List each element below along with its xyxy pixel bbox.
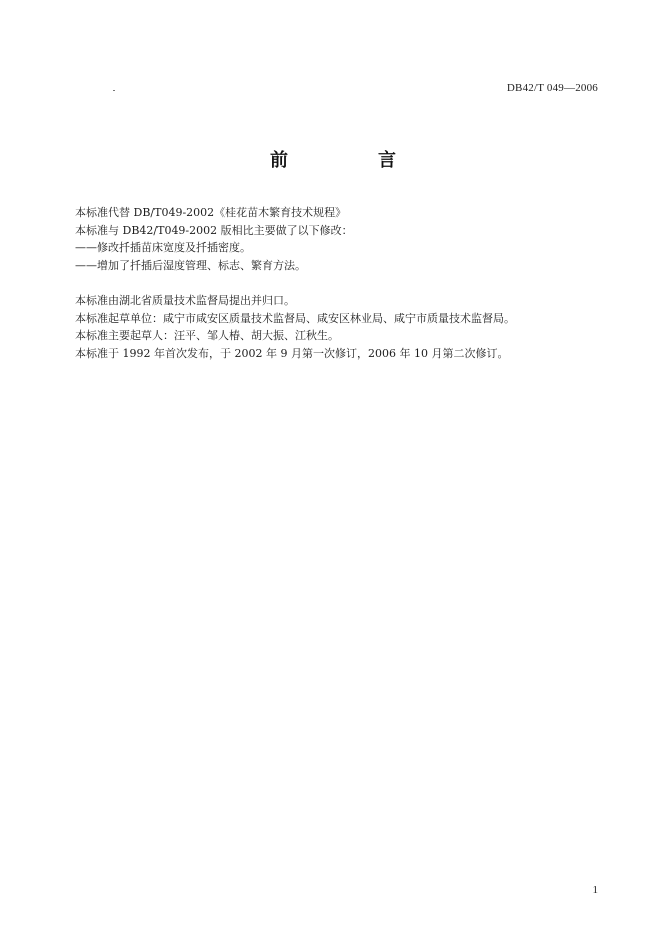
text-line: 本标准由湖北省质量技术监督局提出并归口。	[75, 294, 295, 307]
page-number: 1	[592, 884, 598, 896]
scan-speck	[113, 90, 115, 91]
revision-summary	[75, 204, 595, 274]
page-title: 前 言	[270, 150, 432, 171]
drafting-info	[75, 292, 595, 362]
text-line: ——增加了扦插后湿度管理、标志、繁育方法。	[75, 258, 306, 272]
text-line: ——修改扦插苗床宽度及扦插密度。	[75, 241, 251, 254]
text-line: 本标准主要起草人：汪平、邹人椿、胡大振、江秋生。	[75, 329, 339, 342]
text-line: 本标准与 DB42/T049-2002 版相比主要做了以下修改：	[75, 223, 353, 237]
text-line: 本标准于 1992 年首次发布，于 2002 年 9 月第一次修订，2006 年 10 月第二次修订。	[75, 346, 509, 360]
text-line: 本标准起草单位：咸宁市咸安区质量技术监督局、咸安区林业局、咸宁市质量技术监督局。	[75, 311, 515, 325]
standard-code-header: DB42/T 049—2006	[506, 82, 598, 94]
text-line: 本标准代替 DB/T049-2002《桂花苗木繁育技术规程》	[75, 206, 347, 219]
